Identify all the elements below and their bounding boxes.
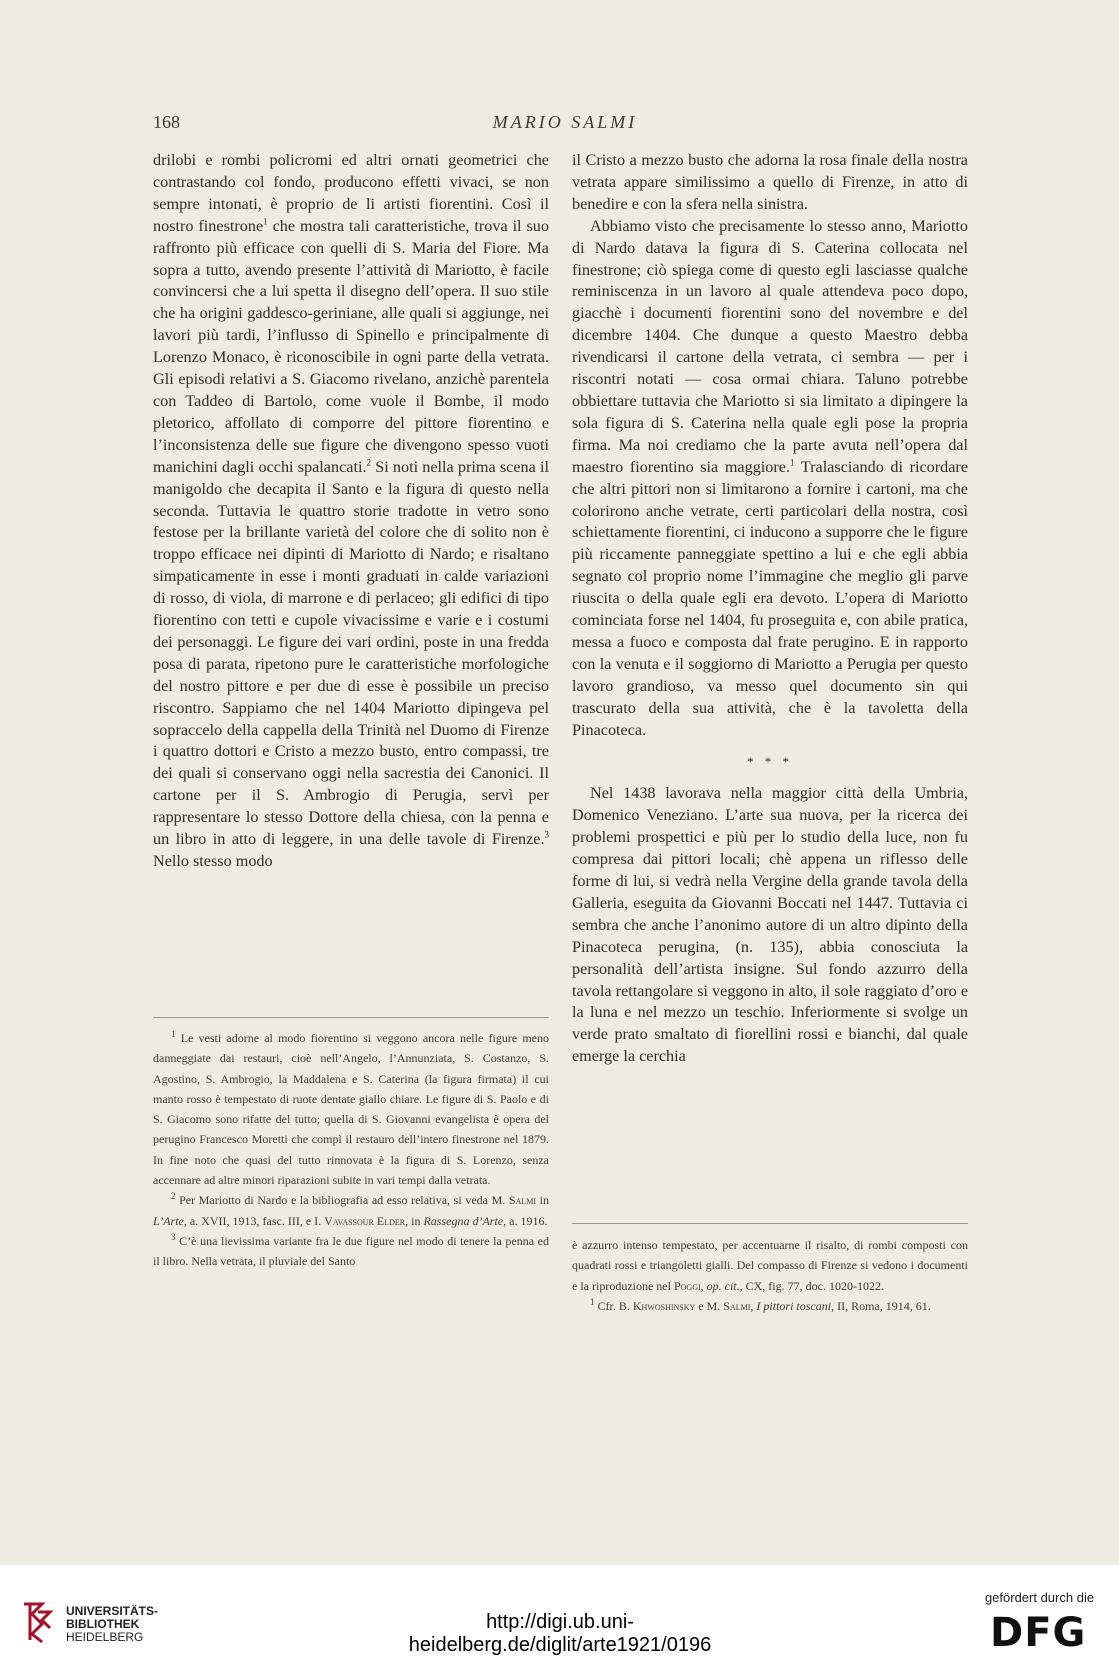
footnote-2: [153, 1190, 549, 1231]
right-footnotes: [572, 1235, 968, 1316]
footnote-text: , CX, fig. 77, doc. 1020-1022.: [739, 1278, 884, 1293]
author-name: Salmi: [723, 1298, 751, 1313]
footnote-text: , a. XVII, 1913, fasc. III, e I.: [183, 1213, 325, 1228]
author-name: Poggi: [673, 1278, 701, 1293]
footnote-text: Per Mariotto di Nardo e la bibliografia ad esso relativa, si veda M.: [175, 1193, 509, 1208]
right-paragraph-1: il Cristo a mezzo busto che adorna la rosa finale della nostra vetrata appare similissimo a quello di Firenze, in atto di benedire e con la sfera nella sinistra.: [572, 151, 968, 213]
footnote-rule: [153, 1017, 549, 1018]
footnote-text: Cfr. B.: [594, 1298, 633, 1313]
author-name: Salmi: [508, 1193, 537, 1208]
footnote-ref: 2: [366, 457, 371, 468]
footnote-text: è azzurro intenso tempestato, per accentuarne il risalto, di rombi composti con quadrati rossi e triangoletti gialli. Del compasso di Firenze si vedono i documenti e la riproduzione nel: [572, 1238, 968, 1293]
dfg-logo[interactable]: DFG: [990, 1610, 1087, 1656]
footnote-text: , II, Roma, 1914, 61.: [831, 1298, 931, 1313]
text-run: drilobi e rombi policromi ed altri ornati geometrici che contrastando col fondo, producono effetti vivaci, se non sempre intonati, è proprio de li artisti fiorentini. Così il nostro finestrone: [153, 151, 549, 235]
left-column-text: [153, 150, 549, 873]
right-paragraph-3: Nel 1438 lavorava nella maggior città della Umbria, Domenico Veneziano. L’arte sua nuova, per la ricerca dei problemi prospettici e più per lo studio della luce, non fu compresa dai pittori locali; chè appena un riflesso delle forme di lui, si vedrà nella Vergine della grande tavola della Galleria, eseguita da Giovanni Boccati nel 1447. Tuttavia ci sembra che anche l’anonimo autore di un altro dipinto della Pinacoteca perugina, (n. 135), abbia conosciuta la personalità dell’artista insigne. Sul fondo azzurro della tavola rettangolare si veggono in alto, il sole raggiato d’oro e la luna e nel mezzo un teschio. Inferiormente si svolge un verde prato smaltato di fiorellini rossi e bianchi, dal quale emerge la cerchia: [572, 784, 968, 1066]
text-run: Abbiamo visto che precisamente lo stesso anno, Mariotto di Nardo datava la figura di S. Caterina collocata nel finestrone; ciò spiega come di questo egli lasciasse qualche reminiscenza in un lavoro al quale attendeva poco dopo, giacchè i documenti fiorentini sono del novembre e del dicembre 1404. Che dunque a questo Maestro debba rivendicarsi il cartone della vetrata, ci sembra — per i riscontri notati — cosa ormai chiara. Taluno potrebbe obbiettare tuttavia che Mariotto si sia limitato a dipingere la sola figura di S. Caterina nella quale egli pose la propria firma. Ma noi crediamo che la parte avuta nell’opera dal maestro fiorentino sia maggiore.: [572, 216, 968, 476]
text-run: Tralasciando di ricordare che altri pittori non si limitarono a fornire i cartoni, ma che colorirono anche vetrate, certi particolari della nostra, così schiettamente fiorentini, ci inducono a supporre che le figure più riccamente panneggiate spettino a lui e che egli abbia segnato col proprio nome l’immagine che meglio gli parve riuscita o della quale egli era devoto. L’opera di Mariotto cominciata forse nel 1404, fu proseguita e, con abile pratica, messa a fuoco e composta dal frate perugino. E in rapporto con la venuta e il soggiorno di Mariotto a Perugia per questo lavoro grandioso, va messo quel documento sin qui trascurato della sua attività, che è la tavoletta della Pinacoteca.: [572, 457, 968, 739]
footnote-text: Le vesti adorne al modo fiorentino si veggono ancora nelle figure meno danneggiate dai restauri, cioè nell’Angelo, l’Annunziata, S. Costanzo, S. Agostino, S. Ambrogio, la Maddalena e S. Caterina (la figura firmata) il cui manto rosso è tempestato di ruote dentate giallo chiare. Le figure di S. Paolo e di S. Giacomo sono rifatte del tutto; quella di S. Giovanni evangelista è opera del perugino Francesco Moretti che compì il restauro dell’intero finestrone nel 1879. In fine noto che quasi del tutto rinnovata è la figura di S. Lorenzo, senza accennare ad altre minori riparazioni subite in vari tempi dalla vetrata.: [153, 1031, 549, 1188]
text-run: Nello stesso modo: [153, 852, 273, 870]
left-paragraph: [153, 150, 549, 873]
footnote-text: in: [536, 1193, 549, 1208]
footnote-continuation: [572, 1235, 968, 1296]
footnote-number: 2: [171, 1191, 176, 1202]
footnote-number: 1: [171, 1029, 176, 1039]
footnote-number: 1: [590, 1296, 595, 1307]
left-footnotes: [153, 1028, 549, 1272]
right-paragraph-2: [572, 216, 968, 742]
text-run: Si noti nella prima scena il manigoldo che decapita il Santo e la figura di questo nella seconda. Tuttavia le quattro storie tradotte in vetro sono festose per la brillante varietà del colore che di solito non è troppo efficace nei dipinti di Mariotto di Nardo; e risaltano simpaticamente in esse i monti graduati in calde variazioni di rosso, di viola, di marrone e di perlaceo; gli edifici di tipo fiorentino con tetti e cupole vivacissime e varie e i costumi dei personaggi. Le figure dei vari ordini, poste in una fredda posa di parata, ripetono pure le caratteristiche morfologiche del nostro pittore e per due di esse è possibile un preciso riscontro. Sappiamo che nel 1404 Mariotto dipingeva pel sopraccelo della cappella della Trinità nel Duomo di Firenze i quattro dottori e Cristo a mezzo busto, entro compassi, tre dei quali si conservano oggi nella sacrestia dei Canonici. Il cartone per il S. Ambrogio di Perugia, servì per rappresentare lo stesso Dottore della chiesa, con la penna e un libro in atto di leggere, in una delle tavole di Firenze.: [153, 457, 549, 849]
footnote-text: e M.: [695, 1298, 724, 1313]
footnote-ref: 3: [544, 829, 549, 840]
footnote-text: ,: [750, 1298, 757, 1313]
footnote-rule: [572, 1223, 968, 1224]
library-name-line: UNIVERSITÄTS-: [66, 1604, 159, 1618]
footnote-ref: 1: [263, 216, 268, 227]
text-run: che mostra tali caratteristiche, trova il suo raffronto più efficace con quelli di S. Maria del Fiore. Ma sopra a tutto, avendo presente l’attività di Mariotto, è facile convincersi che a lui spetta il disegno dell’opera. Il suo stile che ha origini gaddesco-geriniane, alle quali si aggiunge, nei lavori più tardi, l’influsso di Spinello e principalmente di Lorenzo Monaco, è riconoscibile in ogni parte della vetrata. Gli episodi relativi a S. Giacomo rivelano, anzichè parentela con Taddeo di Bartolo, come vuole il Bombe, il modo pletorico, affollato di comporre del pittore fiorentino e l’inconsistenza delle sue figure che divengono spesso vuoti manichini dagli occhi spalancati.: [153, 216, 549, 476]
citation-abbrev: op. cit.: [706, 1278, 740, 1293]
library-name-line: HEIDELBERG: [66, 1630, 144, 1644]
library-name[interactable]: [66, 1605, 158, 1644]
page-number: 168: [153, 112, 180, 132]
author-name: Vavassour Elder: [324, 1213, 406, 1228]
right-column-text: [572, 150, 968, 1068]
footnote-text: , in: [405, 1213, 424, 1228]
footnote-1-right: [572, 1296, 968, 1316]
book-title: I pittori toscani: [756, 1298, 832, 1313]
footnote-ref: 1: [790, 457, 795, 468]
running-head: MARIO SALMI: [492, 112, 638, 132]
footnote-1: [153, 1028, 549, 1190]
section-separator: * * *: [747, 754, 793, 770]
dfg-funding-label: gefördert durch die: [984, 1590, 1095, 1605]
footnote-text: C’è una lievissima variante fra le due figure nel modo di tenere la penna ed il libro. Nella vetrata, il pluviale del Santo: [153, 1233, 549, 1269]
library-name-line: BIBLIOTHEK: [66, 1617, 140, 1631]
footnote-number: 3: [171, 1231, 176, 1242]
footnote-text: , a. 1916.: [503, 1213, 548, 1228]
footnote-text: ,: [700, 1278, 707, 1293]
footnote-3: [153, 1231, 549, 1272]
journal-title: Rassegna d’Arte: [423, 1213, 504, 1228]
author-name: Khwoshinsky: [632, 1298, 696, 1313]
permalink-url[interactable]: http://digi.ub.uni-heidelberg.de/diglit/arte1921/0196: [408, 1611, 712, 1656]
library-logo-icon[interactable]: [20, 1600, 60, 1644]
journal-title: L’Arte: [153, 1213, 184, 1228]
